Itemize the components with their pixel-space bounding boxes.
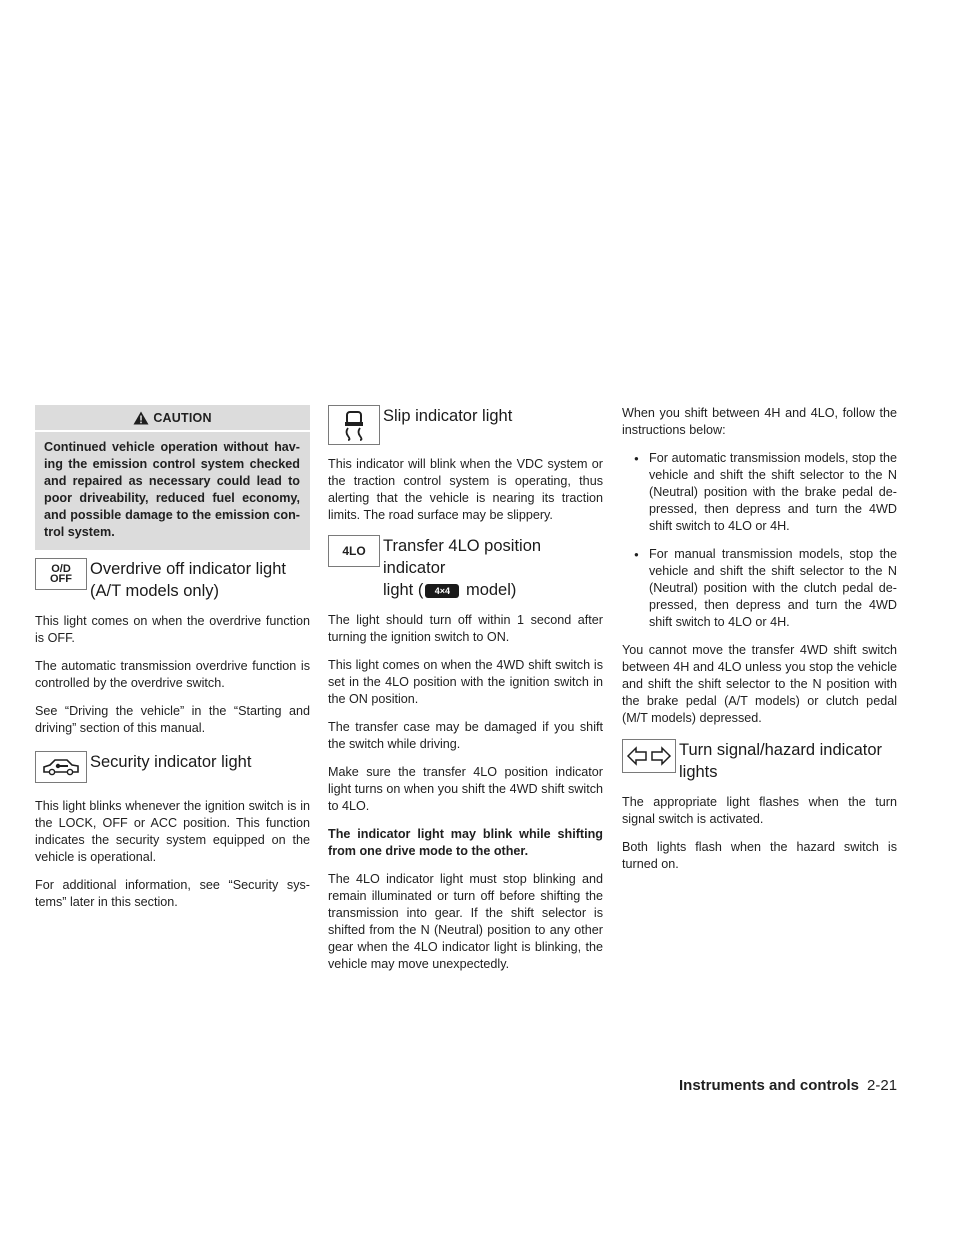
overdrive-paragraph: This light comes on when the overdrive function is OFF. [35, 614, 310, 645]
turn-paragraph: Both lights flash when the hazard switch is turned on. [622, 840, 897, 871]
warning-triangle-icon [133, 411, 149, 425]
slip-car-icon [328, 405, 380, 445]
transfer-title-prefix: light ( [383, 581, 424, 599]
security-title: Security indicator light [90, 753, 252, 771]
transfer-title [383, 535, 603, 601]
overdrive-off-icon [35, 558, 87, 590]
column-1 [35, 405, 310, 922]
turn-title [679, 739, 897, 783]
transfer-title-suffix: model) [465, 581, 517, 599]
4lo-icon [328, 535, 380, 567]
shifting-bullet: ● For automatic transmission models, stop the vehicle and shift the shift selector to the N (Neutral) position with the brake pedal de-pressed, then depress and turn the 4WD shift switch to 4LO or 4H. [622, 450, 897, 535]
caution-header [35, 405, 310, 432]
security-paragraph: This light blinks whenever the ignition switch is in the LOCK, OFF or ACC position. This function indicates the security system equipped on the vehicle is operational. [35, 799, 310, 864]
overdrive-paragraph: The automatic transmission overdrive function is controlled by the overdrive switch. [35, 659, 310, 690]
caution-heading: CAUTION [153, 410, 212, 425]
turn-paragraph: The appropriate light flashes when the turn signal switch is activated. [622, 795, 897, 826]
slip-heading [328, 405, 603, 445]
overdrive-title-line2: (A/T models only) [90, 582, 219, 600]
overdrive-icon-top: O/D [51, 563, 71, 575]
turn-heading [622, 739, 897, 783]
security-car-key-icon [35, 751, 87, 783]
slip-title: Slip indicator light [383, 407, 513, 425]
transfer-title-line1: Transfer 4LO position indicator [383, 537, 542, 577]
caution-box [35, 405, 310, 550]
security-paragraph: For additional information, see “Security sys-tems” later in this section. [35, 878, 310, 909]
shifting-after: You cannot move the transfer 4WD shift switch between 4H and 4LO unless you stop the vehicle and shift the shift selector to the N position with the brake pedal (A/T models) or clutch pedal (M/T models) depressed. [622, 643, 897, 725]
column-2 [328, 405, 603, 984]
4x4-badge-icon: 4×4 [425, 584, 459, 598]
footer-section-title: Instruments and controls [679, 1077, 860, 1094]
turn-title-line2: lights [679, 763, 718, 781]
page-footer [679, 1077, 897, 1094]
transfer-paragraph: The transfer case may be damaged if you shift the switch while driving. [328, 720, 603, 751]
security-heading [35, 751, 310, 787]
transfer-paragraph: The 4LO indicator light must stop blinking and remain illuminated or turn off before shifting the transmission into gear. If the shift selector is shifted from the N (Neutral) position to any other gear when the 4LO indicator light is blinking, the vehicle may move unexpectedly. [328, 872, 603, 971]
4lo-icon-label: 4LO [342, 544, 366, 558]
column-3 [622, 405, 897, 884]
turn-signal-arrows-icon [622, 739, 676, 773]
transfer-heading [328, 535, 603, 601]
slip-paragraph: This indicator will blink when the VDC system or the traction control system is operating, thus alerting that the vehicle is nearing its traction limits. The road surface may be slippery. [328, 457, 603, 522]
overdrive-heading [35, 558, 310, 602]
transfer-paragraph: Make sure the transfer 4LO position indicator light turns on when you shift the 4WD shift switch to 4LO. [328, 765, 603, 813]
turn-title-line1: Turn signal/hazard indicator [679, 741, 882, 759]
overdrive-paragraph: See “Driving the vehicle” in the “Starting and driving” section of this manual. [35, 704, 310, 735]
transfer-paragraph: The light should turn off within 1 second after turning the ignition switch to ON. [328, 613, 603, 644]
overdrive-title [90, 558, 310, 602]
shifting-intro: When you shift between 4H and 4LO, follow the instructions below: [622, 406, 897, 437]
overdrive-icon-bottom: OFF [50, 573, 72, 585]
overdrive-title-line1: Overdrive off indicator light [90, 560, 286, 578]
transfer-paragraph: This light comes on when the 4WD shift switch is set in the 4LO position with the ignition switch in the ON position. [328, 658, 603, 706]
transfer-bold-note: The indicator light may blink while shifting from one drive mode to the other. [328, 827, 603, 858]
page-number: 2-21 [867, 1077, 898, 1094]
shifting-bullet: ● For manual transmission models, stop the vehicle and shift the shift selector to the N (Neutral) position with the clutch pedal de-pressed, then depress and turn the 4WD shift switch to 4LO or 4H. [622, 546, 897, 631]
caution-text: Continued vehicle operation without hav-ing the emission control system checked and repaired as necessary could lead to poor driveability, reduced fuel economy, and possible damage to the emission con-trol system. [44, 440, 300, 539]
